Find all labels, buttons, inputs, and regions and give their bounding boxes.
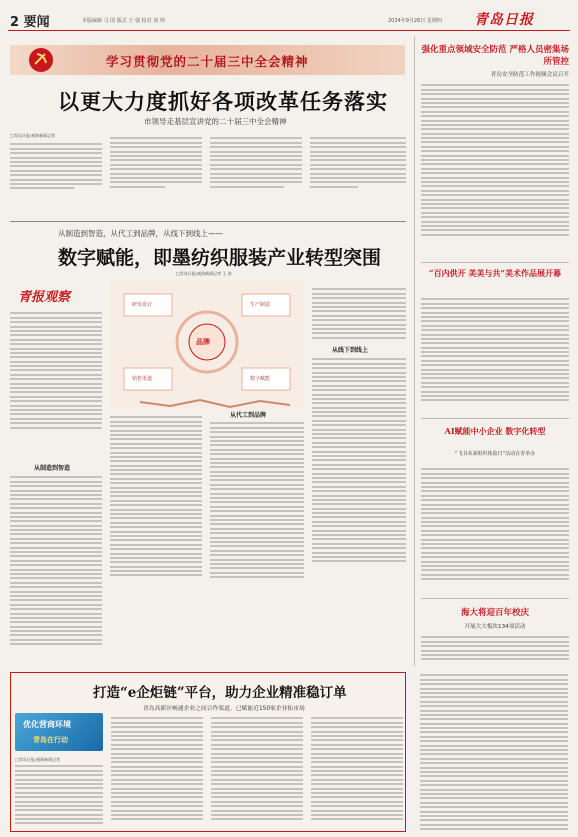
side-label-2: 青岛在行动 [33, 735, 68, 744]
story2-col4b [312, 356, 406, 565]
banner-text: 学习贯彻党的二十届三中全会精神 [106, 54, 309, 69]
infographic-label-1: 研发设计 [132, 302, 153, 308]
story1-body [10, 133, 406, 213]
infographic [110, 280, 304, 410]
page-label: 2 要闻 [10, 15, 50, 30]
story1-byline: □青岛日报/观海新闻记者 [10, 133, 56, 138]
party-emblem-icon [28, 47, 54, 73]
story2-section1-title: 从制造到智造 [34, 465, 71, 472]
right-h2: “百内供开 美美与共”美术作品展开幕 [429, 268, 561, 278]
right-column [414, 36, 570, 666]
story2-headline: 数字赋能，即墨纺织服装产业转型突围 [58, 247, 382, 269]
story1-col3 [210, 135, 302, 190]
right-body-4 [421, 634, 569, 663]
infographic-label-3: 销售渠道 [132, 376, 153, 382]
story2-col4 [312, 286, 406, 341]
right-h3: AI赋能中小企业 数字化转型 [444, 426, 546, 436]
story2-col3 [210, 420, 304, 580]
story3-col3 [211, 715, 303, 823]
issue-date: 2024年9月26日 星期四 [388, 18, 442, 24]
story2-col2 [110, 414, 202, 579]
theme-banner [10, 45, 405, 75]
infographic-center: 品牌 [196, 338, 210, 346]
right-body-5 [420, 672, 568, 832]
story3-subhead: 青岛高新区畅通企业之间合作渠道，已赋能近150家企业拓市场 [143, 706, 305, 712]
right-divider-2 [421, 418, 569, 419]
story3-col2 [111, 715, 203, 823]
right-body-1 [421, 82, 569, 238]
story2-col1 [10, 310, 102, 431]
masthead [0, 0, 578, 34]
right-h1: 强化重点领域安全防范 严格人员密集场所管控 [421, 45, 569, 67]
right-body-3 [421, 466, 569, 583]
masthead-rule [8, 30, 570, 31]
story3-col1 [15, 763, 103, 827]
story2-col1b [10, 474, 102, 648]
story2-kicker: 从制造到智造，从代工到品牌，从线下到线上—— [58, 229, 223, 238]
story3-byline: □青岛日报/观海新闻记者 [15, 757, 61, 762]
right-h4: 海大将迎百年校庆 [460, 608, 529, 618]
right-divider-3 [421, 598, 569, 599]
story1-col2 [110, 135, 202, 190]
story1-subhead: 市领导走基层宣讲党的二十届三中全会精神 [144, 117, 287, 126]
right-h4-sub: 开展大大板块134项活动 [464, 624, 526, 630]
infographic-label-2: 生产制造 [250, 302, 271, 308]
infographic-label-4: 数字赋能 [250, 376, 271, 382]
story3-col4 [311, 715, 403, 823]
divider [10, 221, 406, 222]
editor-meta: 本版编辑 马 国 版式 王 强 校对 刘 帅 [82, 18, 165, 24]
story2-section2-title: 从代工到品牌 [230, 412, 267, 419]
right-body-2 [421, 296, 569, 404]
story1-col1 [10, 141, 102, 192]
story3-box [10, 672, 406, 832]
story2-byline: □青岛日报/观海新闻记者 王 涛 [176, 271, 232, 276]
right-divider-1 [421, 262, 569, 263]
side-label-box [15, 713, 103, 751]
side-label: 优化营商环境 [23, 719, 71, 729]
story1-headline: 以更大力度抓好各项改革任务落实 [58, 89, 388, 114]
right-h3-sub: “飞书未来组织体验日”活动在青举办 [454, 451, 536, 457]
story2-section3-title: 从线下到线上 [332, 347, 369, 354]
story3-headline: 打造“e企炬链”平台，助力企业精准稳订单 [93, 685, 347, 701]
newspaper-logo: 青岛日报 [474, 12, 534, 28]
story1-col4 [310, 135, 406, 190]
column-logo: 青报观察 [18, 290, 71, 305]
right-h1-sub: 青岛安全防范工作视频会议召开 [490, 72, 569, 78]
